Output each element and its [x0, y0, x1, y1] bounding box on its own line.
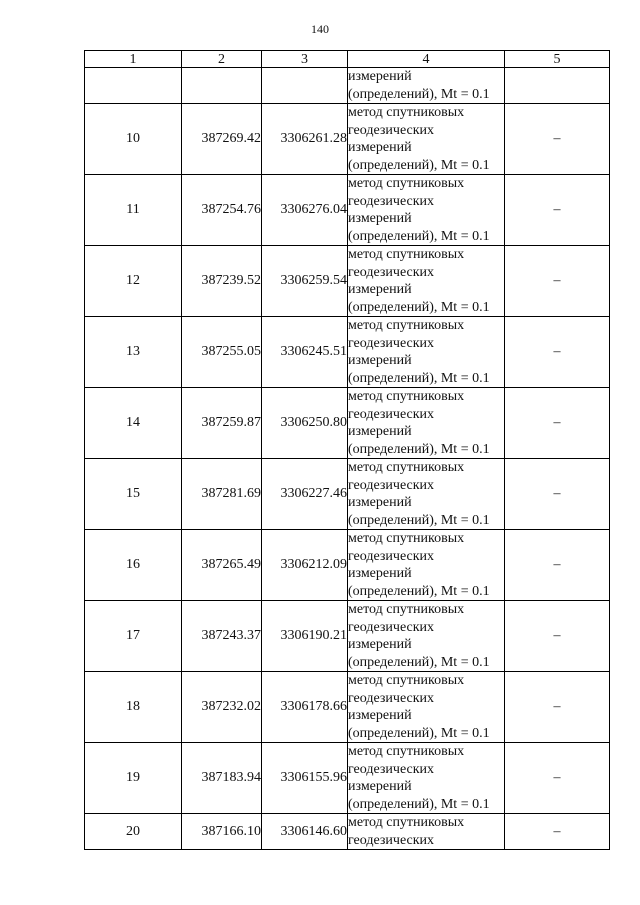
method-line: (определений), Mt = 0.1 — [348, 654, 490, 670]
method-line: измерений — [348, 424, 412, 439]
method-line: геодезических — [348, 406, 435, 422]
x-coordinate-cell: 387255.05 — [182, 317, 262, 388]
note-cell: – — [505, 672, 610, 743]
method-line: измерений — [348, 779, 412, 794]
method-line: измерений — [348, 69, 412, 84]
x-coordinate-cell: 387281.69 — [182, 459, 262, 530]
method-line: метод спутниковых — [348, 318, 465, 333]
method-line: геодезических — [348, 477, 435, 493]
method-line: метод спутниковых — [348, 460, 465, 475]
method-line: метод спутниковых — [348, 389, 465, 404]
method-cell — [348, 175, 505, 246]
note-cell: – — [505, 317, 610, 388]
method-line: (определений), Mt = 0.1 — [348, 228, 490, 244]
method-cell — [348, 601, 505, 672]
method-line: метод спутниковых — [348, 673, 465, 688]
point-number-cell: 12 — [85, 246, 182, 317]
x-coordinate-cell: 387265.49 — [182, 530, 262, 601]
note-cell: – — [505, 814, 610, 850]
table-row — [85, 601, 610, 672]
y-coordinate-cell: 3306227.46 — [262, 459, 348, 530]
point-number-cell: 20 — [85, 814, 182, 850]
y-coordinate-cell: 3306178.66 — [262, 672, 348, 743]
method-line: метод спутниковых — [348, 105, 465, 120]
method-cell — [348, 246, 505, 317]
note-cell: – — [505, 743, 610, 814]
coordinates-table — [84, 50, 610, 850]
y-coordinate-cell: 3306245.51 — [262, 317, 348, 388]
y-coordinate-cell: 3306212.09 — [262, 530, 348, 601]
x-coordinate-cell — [182, 68, 262, 104]
table-row — [85, 388, 610, 459]
table-row — [85, 672, 610, 743]
method-cell — [348, 104, 505, 175]
method-cell — [348, 530, 505, 601]
method-line: измерений — [348, 495, 412, 510]
note-cell: – — [505, 459, 610, 530]
note-cell: – — [505, 104, 610, 175]
note-cell: – — [505, 175, 610, 246]
point-number-cell: 19 — [85, 743, 182, 814]
x-coordinate-cell: 387259.87 — [182, 388, 262, 459]
table-body — [85, 68, 610, 850]
method-line: геодезических — [348, 832, 435, 848]
x-coordinate-cell: 387269.42 — [182, 104, 262, 175]
y-coordinate-cell — [262, 68, 348, 104]
method-line: (определений), Mt = 0.1 — [348, 725, 490, 741]
method-line: геодезических — [348, 619, 435, 635]
method-line: (определений), Mt = 0.1 — [348, 299, 490, 315]
method-line: измерений — [348, 637, 412, 652]
method-line: геодезических — [348, 264, 435, 280]
x-coordinate-cell: 387243.37 — [182, 601, 262, 672]
point-number-cell: 14 — [85, 388, 182, 459]
method-line: (определений), Mt = 0.1 — [348, 796, 490, 812]
x-coordinate-cell: 387166.10 — [182, 814, 262, 850]
method-cell — [348, 317, 505, 388]
point-number-cell: 13 — [85, 317, 182, 388]
x-coordinate-cell: 387232.02 — [182, 672, 262, 743]
y-coordinate-cell: 3306155.96 — [262, 743, 348, 814]
table-row — [85, 530, 610, 601]
point-number-cell: 10 — [85, 104, 182, 175]
method-line: геодезических — [348, 335, 435, 351]
method-line: геодезических — [348, 548, 435, 564]
table-row — [85, 175, 610, 246]
y-coordinate-cell: 3306190.21 — [262, 601, 348, 672]
y-coordinate-cell: 3306261.28 — [262, 104, 348, 175]
point-number-cell: 17 — [85, 601, 182, 672]
continuation-row — [85, 68, 610, 104]
x-coordinate-cell: 387254.76 — [182, 175, 262, 246]
method-line: измерений — [348, 282, 412, 297]
method-cell — [348, 743, 505, 814]
point-number-cell: 15 — [85, 459, 182, 530]
method-line: (определений), Mt = 0.1 — [348, 370, 490, 386]
note-cell — [505, 68, 610, 104]
table-row — [85, 743, 610, 814]
method-line: (определений), Mt = 0.1 — [348, 583, 490, 599]
table-row — [85, 104, 610, 175]
table-row — [85, 246, 610, 317]
method-cell — [348, 814, 505, 850]
y-coordinate-cell: 3306259.54 — [262, 246, 348, 317]
method-line: метод спутниковых — [348, 531, 465, 546]
method-line: геодезических — [348, 193, 435, 209]
method-line: измерений — [348, 211, 412, 226]
method-line: (определений), Mt = 0.1 — [348, 86, 490, 102]
method-cell — [348, 672, 505, 743]
table-row — [85, 814, 610, 850]
y-coordinate-cell: 3306250.80 — [262, 388, 348, 459]
column-header: 1 — [85, 51, 182, 68]
column-header: 5 — [505, 51, 610, 68]
method-line: (определений), Mt = 0.1 — [348, 157, 490, 173]
column-header: 3 — [262, 51, 348, 68]
method-line: измерений — [348, 353, 412, 368]
method-cell — [348, 388, 505, 459]
column-header: 4 — [348, 51, 505, 68]
method-cell — [348, 459, 505, 530]
method-line: (определений), Mt = 0.1 — [348, 512, 490, 528]
note-cell: – — [505, 601, 610, 672]
y-coordinate-cell: 3306276.04 — [262, 175, 348, 246]
point-number-cell: 18 — [85, 672, 182, 743]
y-coordinate-cell: 3306146.60 — [262, 814, 348, 850]
method-line: (определений), Mt = 0.1 — [348, 441, 490, 457]
method-line: геодезических — [348, 122, 435, 138]
method-line: метод спутниковых — [348, 176, 465, 191]
method-line: измерений — [348, 140, 412, 155]
x-coordinate-cell: 387239.52 — [182, 246, 262, 317]
method-cell — [348, 68, 505, 104]
method-line: геодезических — [348, 761, 435, 777]
x-coordinate-cell: 387183.94 — [182, 743, 262, 814]
method-line: метод спутниковых — [348, 247, 465, 262]
note-cell: – — [505, 388, 610, 459]
method-line: метод спутниковых — [348, 602, 465, 617]
note-cell: – — [505, 246, 610, 317]
note-cell: – — [505, 530, 610, 601]
point-number-cell — [85, 68, 182, 104]
method-line: метод спутниковых — [348, 815, 465, 830]
point-number-cell: 16 — [85, 530, 182, 601]
table-row — [85, 459, 610, 530]
method-line: геодезических — [348, 690, 435, 706]
method-line: измерений — [348, 708, 412, 723]
table-row — [85, 317, 610, 388]
table-header-row — [85, 51, 610, 68]
method-line: метод спутниковых — [348, 744, 465, 759]
page-number: 140 — [311, 22, 329, 36]
method-line: измерений — [348, 566, 412, 581]
point-number-cell: 11 — [85, 175, 182, 246]
column-header: 2 — [182, 51, 262, 68]
